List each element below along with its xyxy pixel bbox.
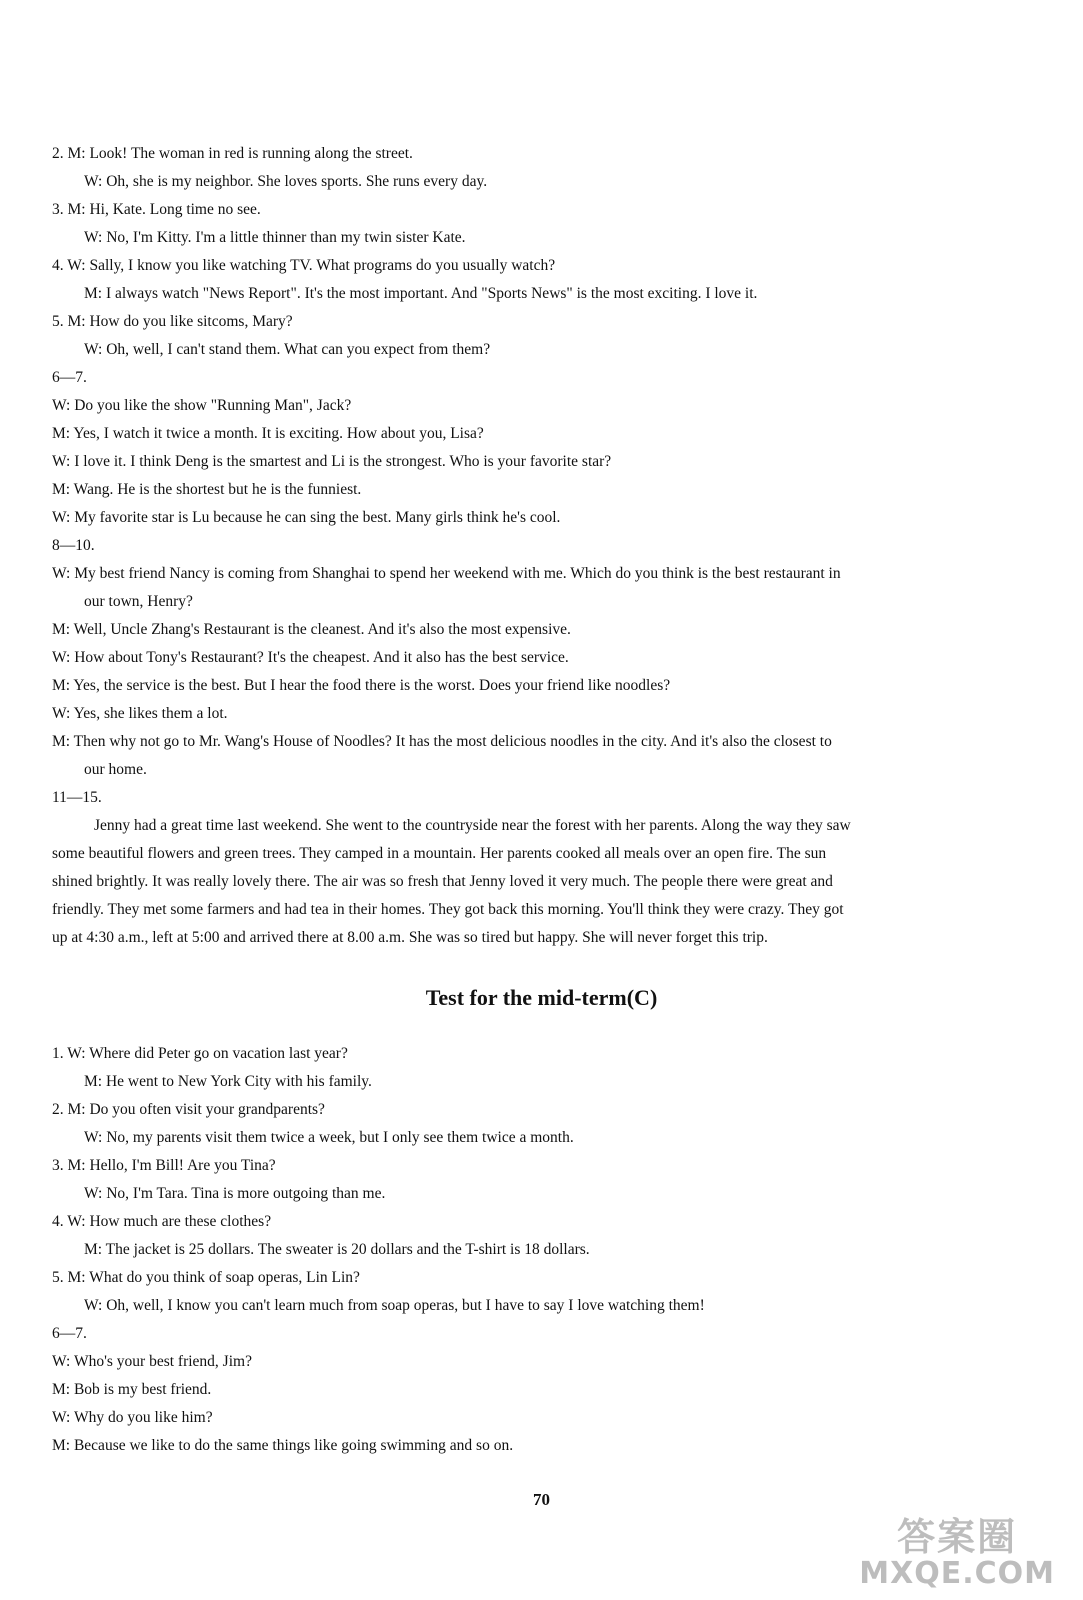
dialogue-line: W: I love it. I think Deng is the smartest and Li is the strongest. Who is your favorite star? bbox=[52, 453, 612, 470]
dialogue-line: 3. M: Hi, Kate. Long time no see. bbox=[52, 201, 261, 218]
dialogue-line: W: How about Tony's Restaurant? It's the cheapest. And it also has the best service. bbox=[52, 649, 569, 666]
dialogue-line: W: Do you like the show "Running Man", Jack? bbox=[52, 397, 352, 414]
dialogue-line: 2. M: Do you often visit your grandparents? bbox=[52, 1101, 325, 1118]
question-range-label: 6—7. bbox=[52, 1325, 87, 1342]
dialogue-line: 3. M: Hello, I'm Bill! Are you Tina? bbox=[52, 1157, 276, 1174]
dialogue-line: W: My best friend Nancy is coming from Shanghai to spend her weekend with me. Which do you think is the best restaurant in bbox=[52, 565, 841, 582]
passage-line: Jenny had a great time last weekend. She went to the countryside near the forest with her parents. Along the way they saw bbox=[94, 817, 851, 834]
dialogue-line: W: Who's your best friend, Jim? bbox=[52, 1353, 252, 1370]
dialogue-line: 2. M: Look! The woman in red is running along the street. bbox=[52, 145, 413, 162]
dialogue-line: W: My favorite star is Lu because he can sing the best. Many girls think he's cool. bbox=[52, 509, 561, 526]
dialogue-line: 5. M: How do you like sitcoms, Mary? bbox=[52, 313, 293, 330]
dialogue-line: M: Because we like to do the same things like going swimming and so on. bbox=[52, 1437, 514, 1454]
dialogue-line: 5. M: What do you think of soap operas, Lin Lin? bbox=[52, 1269, 360, 1286]
dialogue-line: M: Well, Uncle Zhang's Restaurant is the cleanest. And it's also the most expensive. bbox=[52, 621, 571, 638]
dialogue-line: W: No, my parents visit them twice a week, but I only see them twice a month. bbox=[84, 1129, 574, 1146]
dialogue-line: W: Oh, well, I know you can't learn much from soap operas, but I have to say I love watching them! bbox=[84, 1297, 705, 1314]
dialogue-line: W: No, I'm Tara. Tina is more outgoing than me. bbox=[84, 1185, 386, 1202]
dialogue-line: M: Yes, the service is the best. But I hear the food there is the worst. Does your friend like noodles? bbox=[52, 677, 671, 694]
dialogue-line: 4. W: Sally, I know you like watching TV. What programs do you usually watch? bbox=[52, 257, 556, 274]
dialogue-line: W: Oh, she is my neighbor. She loves sports. She runs every day. bbox=[84, 173, 488, 190]
passage-line: friendly. They met some farmers and had tea in their homes. They got back this morning. You'll think they were crazy. They got bbox=[52, 901, 844, 918]
question-range-label: 6—7. bbox=[52, 369, 87, 386]
dialogue-line: 4. W: How much are these clothes? bbox=[52, 1213, 272, 1230]
question-range-label: 11—15. bbox=[52, 789, 102, 806]
watermark-top-text: 答案圈 bbox=[897, 1515, 1018, 1559]
dialogue-line: M: Then why not go to Mr. Wang's House of Noodles? It has the most delicious noodles in the city. And it's also the closest to bbox=[52, 733, 832, 750]
passage-line: shined brightly. It was really lovely there. The air was so fresh that Jenny loved it very much. The people there were great and bbox=[52, 873, 833, 890]
watermark-bottom-text: MXQE.COM bbox=[859, 1556, 1055, 1591]
question-range-label: 8—10. bbox=[52, 537, 95, 554]
dialogue-line-continued: our home. bbox=[84, 761, 147, 778]
dialogue-line: W: Yes, she likes them a lot. bbox=[52, 705, 228, 722]
dialogue-line: 1. W: Where did Peter go on vacation last year? bbox=[52, 1045, 348, 1062]
watermark-logo bbox=[859, 1516, 1055, 1590]
dialogue-line: M: He went to New York City with his family. bbox=[84, 1073, 372, 1090]
page-number: 70 bbox=[533, 1490, 550, 1509]
dialogue-line: W: Oh, well, I can't stand them. What can you expect from them? bbox=[84, 341, 491, 358]
dialogue-line: M: Wang. He is the shortest but he is the funniest. bbox=[52, 481, 362, 498]
dialogue-line-continued: our town, Henry? bbox=[84, 593, 193, 610]
passage-line: up at 4:30 a.m., left at 5:00 and arrived there at 8.00 a.m. She was so tired but happy. She will never forget this trip. bbox=[52, 929, 768, 946]
dialogue-line: M: Bob is my best friend. bbox=[52, 1381, 212, 1398]
dialogue-line: W: Why do you like him? bbox=[52, 1409, 213, 1426]
dialogue-line: M: I always watch "News Report". It's the most important. And "Sports News" is the most exciting. I love it. bbox=[84, 285, 758, 302]
dialogue-line: W: No, I'm Kitty. I'm a little thinner than my twin sister Kate. bbox=[84, 229, 466, 246]
dialogue-line: M: The jacket is 25 dollars. The sweater is 20 dollars and the T-shirt is 18 dollars. bbox=[84, 1241, 590, 1258]
section-title: Test for the mid-term(C) bbox=[425, 985, 658, 1010]
passage-line: some beautiful flowers and green trees. They camped in a mountain. Her parents cooked all meals over an open fire. The sun bbox=[52, 845, 827, 862]
dialogue-line: M: Yes, I watch it twice a month. It is exciting. How about you, Lisa? bbox=[52, 425, 484, 442]
